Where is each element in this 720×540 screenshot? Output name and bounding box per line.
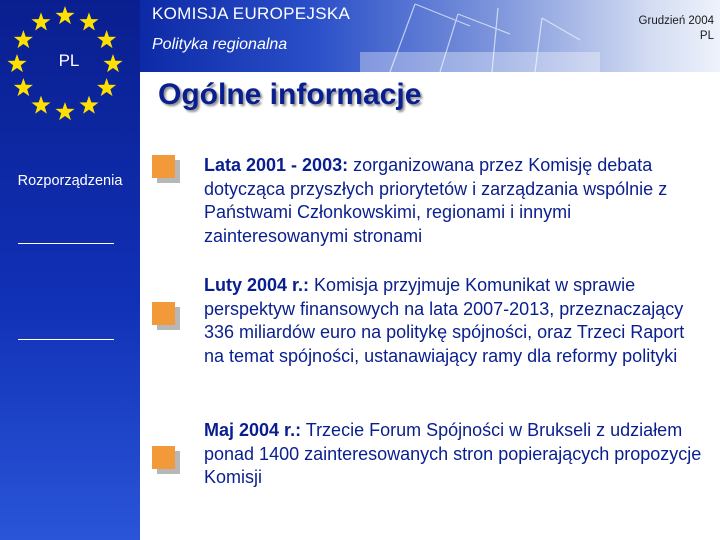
square-bullet-icon [152, 302, 175, 325]
organization-title: KOMISJA EUROPEJSKA [152, 4, 351, 23]
item-text: zorganizowana przez Komisję debata dotycząca przyszłych priorytetów i zarządzania wspólnie z Państwami Członkowskimi, regionami i innymi zainteresowanymi stronami [204, 155, 668, 246]
sidebar-divider [18, 243, 114, 244]
page-title: Ogólne informacje [158, 78, 422, 111]
list-item [204, 274, 704, 368]
section-subtitle: Polityka regionalna [152, 36, 288, 53]
sidebar [0, 0, 140, 540]
item-date: Luty 2004 r.: [204, 275, 310, 295]
square-bullet-icon [152, 446, 175, 469]
list-item [204, 154, 704, 248]
list-item [204, 419, 704, 490]
date-label [639, 14, 714, 44]
square-bullet-icon [152, 155, 175, 178]
item-date: Maj 2004 r.: [204, 420, 302, 440]
item-text: Trzecie Forum Spójności w Brukseli z udziałem ponad 1400 zainteresowanych stron popierających propozycje Komisji [204, 420, 702, 487]
sidebar-divider [18, 339, 114, 340]
item-text: Komisja przyjmuje Komunikat w sprawie perspektyw finansowych na lata 2007-2013, przeznaczający 336 miliardów euro na politykę spójności, oraz Trzeci Raport na temat spójności, ustanawiający ramy dla reformy polityki [204, 275, 685, 366]
sidebar-item-rozporzadzenia[interactable]: Rozporządzenia [17, 173, 123, 189]
country-code-label: PL [58, 51, 80, 70]
language-code: PL [699, 30, 714, 42]
date-text: Grudzień 2004 [638, 15, 714, 27]
item-date: Lata 2001 - 2003: [204, 155, 349, 175]
